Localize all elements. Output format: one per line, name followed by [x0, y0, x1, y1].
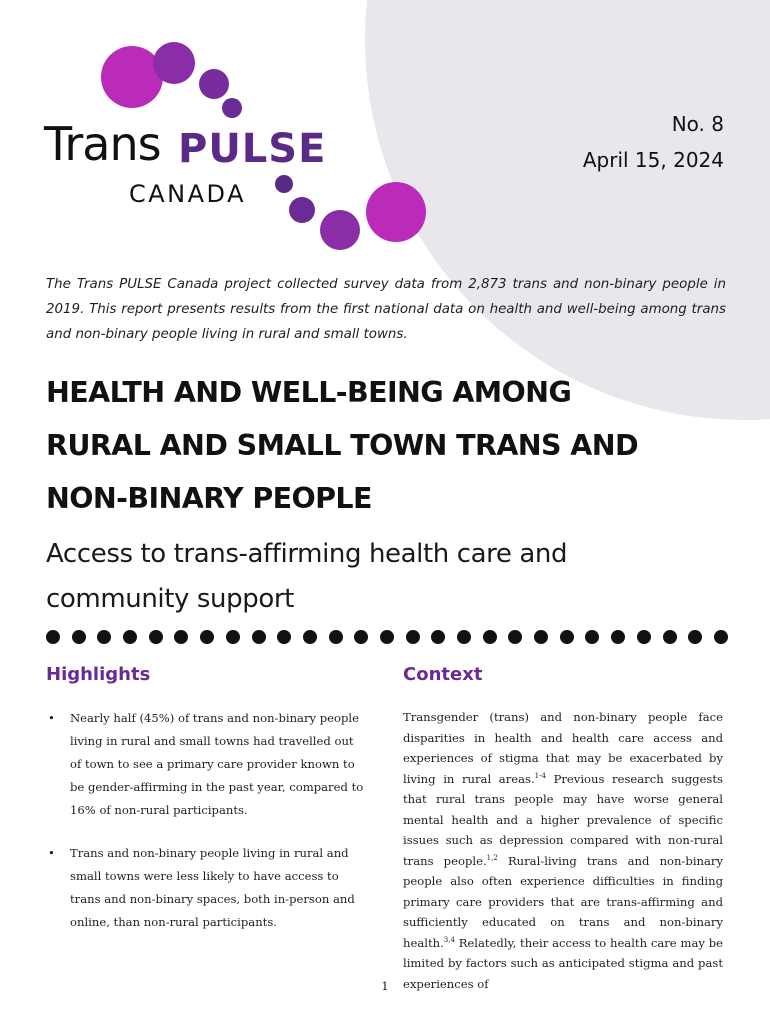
issue-info	[583, 106, 724, 178]
highlights-list	[46, 707, 366, 954]
page-number: 1	[381, 980, 389, 993]
highlight-text: Nearly half (45%) of trans and non-binary people living in rural and small towns had travelled out of town to see a primary care provider known to be gender-affirming in the past year, compared to 16% of non-rural participants.	[70, 711, 364, 817]
logo-graphic	[44, 42, 364, 257]
title-line: RURAL AND SMALL TOWN TRANS AND	[46, 429, 639, 462]
divider-dot	[46, 630, 60, 644]
context-text: Rural-living trans and non-binary people also often experience difficulties in finding primary care providers that are trans-affirming and sufficiently educated on trans and non-binary health.	[403, 853, 724, 950]
citation: 3,4	[443, 935, 455, 944]
list-item	[46, 842, 366, 934]
context-text: Relatedly, their access to health care may be limited by factors such as anticipated stigma and past experiences of	[403, 935, 723, 991]
divider-dot	[483, 630, 497, 644]
divider-dot	[123, 630, 137, 644]
divider-dot	[97, 630, 111, 644]
divider-dot	[354, 630, 368, 644]
divider-dot	[303, 630, 317, 644]
logo-dot	[199, 69, 229, 99]
context-heading: Context	[403, 664, 483, 685]
divider-dot	[200, 630, 214, 644]
divider-dot	[611, 630, 625, 644]
highlights-heading: Highlights	[46, 664, 151, 685]
divider-dot	[663, 630, 677, 644]
divider-dot	[277, 630, 291, 644]
subtitle-line: Access to trans-affirming health care and	[46, 539, 568, 569]
divider-dot	[226, 630, 240, 644]
dotted-divider	[46, 629, 728, 645]
page-subtitle	[46, 532, 736, 622]
divider-dot	[72, 630, 86, 644]
logo-pulse-text: PULSE	[178, 126, 327, 172]
context-text: Previous research suggests that rural trans people may have worse general mental health and a higher prevalence of specific issues such as depression compared with non-rural trans people.	[403, 771, 723, 868]
citation: 1,2	[486, 853, 498, 862]
trans-pulse-canada-logo	[44, 42, 364, 257]
logo-canada-text: CANADA	[129, 180, 247, 208]
logo-dot	[222, 98, 242, 118]
divider-dot	[457, 630, 471, 644]
logo-trans-text: Trans	[44, 117, 161, 171]
divider-dot	[714, 630, 728, 644]
citation: 1-4	[534, 771, 546, 780]
subtitle-line: community support	[46, 584, 294, 614]
title-line: HEALTH AND WELL-BEING AMONG	[46, 376, 572, 409]
logo-dot	[289, 197, 315, 223]
divider-dot	[637, 630, 651, 644]
divider-dot	[252, 630, 266, 644]
bullet-icon: •	[48, 711, 55, 725]
divider-dot	[585, 630, 599, 644]
page-title	[46, 366, 736, 525]
logo-dot	[320, 210, 360, 250]
divider-dot	[688, 630, 702, 644]
logo-dot	[366, 182, 426, 242]
divider-dot	[329, 630, 343, 644]
divider-dot	[560, 630, 574, 644]
intro-paragraph: The Trans PULSE Canada project collected survey data from 2,873 trans and non-binary people in 2019. This report presents results from the first national data on health and well-being among trans and non-binary people living in rural and small towns.	[46, 277, 726, 342]
logo-dot	[153, 42, 195, 84]
divider-dot	[149, 630, 163, 644]
divider-dot	[174, 630, 188, 644]
issue-date: April 15, 2024	[582, 148, 724, 172]
list-item	[46, 707, 366, 822]
logo-dot	[101, 46, 163, 108]
title-line: NON-BINARY PEOPLE	[46, 482, 372, 515]
divider-dot	[508, 630, 522, 644]
issue-number: No. 8	[671, 112, 724, 136]
context-paragraph	[403, 707, 723, 994]
highlight-text: Trans and non-binary people living in rural and small towns were less likely to have access to trans and non-binary spaces, both in-person and online, than non-rural participants.	[70, 846, 355, 929]
divider-dot	[406, 630, 420, 644]
divider-dot	[380, 630, 394, 644]
context-text: Transgender (trans) and non-binary people face disparities in health and health care access and experiences of stigma that may be exacerbated by living in rural areas.	[403, 710, 723, 786]
divider-dot	[431, 630, 445, 644]
bullet-icon: •	[48, 846, 55, 860]
divider-dot	[534, 630, 548, 644]
logo-dot	[275, 175, 293, 193]
